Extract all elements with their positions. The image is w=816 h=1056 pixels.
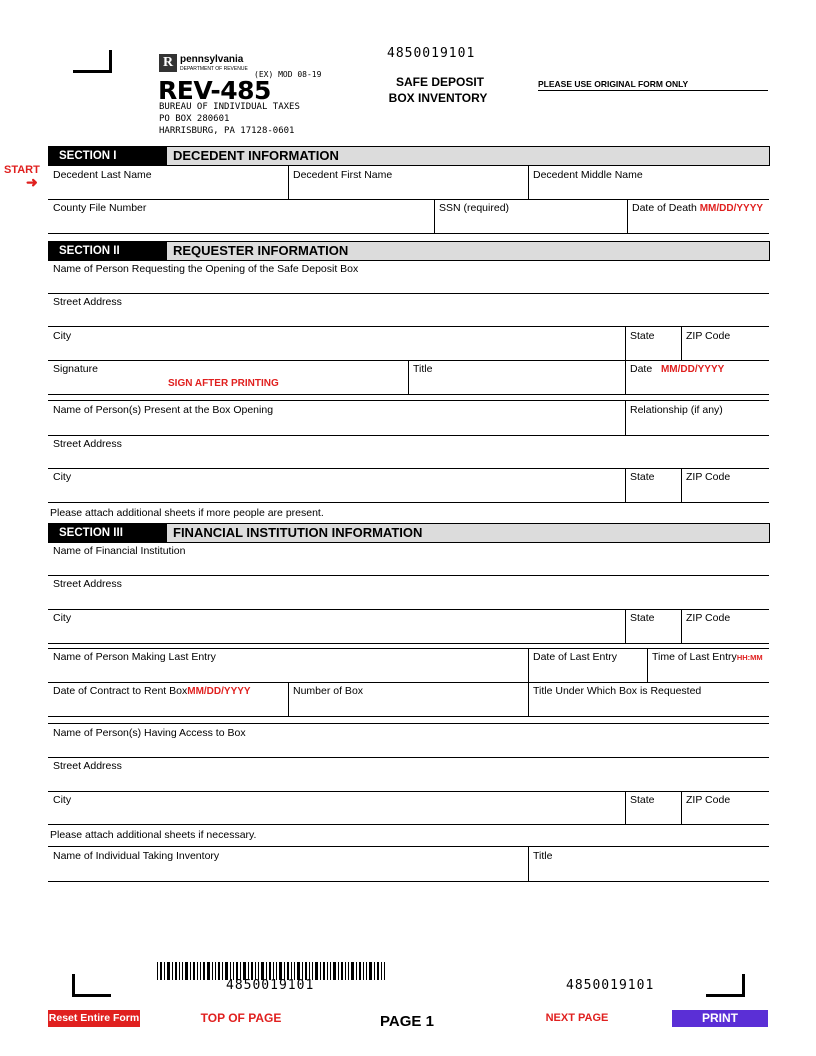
form-title-line1: SAFE DEPOSIT [395, 75, 484, 89]
agency-sub: DEPARTMENT OF REVENUE [180, 66, 248, 72]
institution-state-field[interactable]: State [630, 612, 655, 624]
requester-state-field[interactable]: State [630, 330, 655, 342]
form-mod: (EX) MOD 08-19 [254, 70, 322, 79]
contract-date-field[interactable]: Date of Contract to Rent BoxMM/DD/YYYY [53, 685, 251, 697]
section-2-title: REQUESTER INFORMATION [173, 243, 349, 258]
print-button[interactable]: PRINT [672, 1010, 768, 1027]
pa-logo-icon: R [159, 54, 177, 72]
ssn-field[interactable]: SSN (required) [439, 202, 510, 214]
last-entry-name-field[interactable]: Name of Person Making Last Entry [53, 651, 216, 663]
attach-note-people: Please attach additional sheets if more people are present. [50, 507, 324, 519]
signature-field[interactable]: Signature [53, 363, 98, 375]
section-1-title: DECEDENT INFORMATION [173, 148, 339, 163]
form-title-line2: BOX INVENTORY [388, 91, 488, 105]
present-state-field[interactable]: State [630, 471, 655, 483]
contract-date-hint: MM/DD/YYYY [187, 686, 251, 697]
attach-note-necessary: Please attach additional sheets if necessary. [50, 829, 257, 841]
form-code-bottom: 4850019101 [566, 978, 655, 993]
inventory-title-field[interactable]: Title [533, 850, 553, 862]
start-arrow-icon: ➜ [26, 174, 38, 190]
sign-hint: SIGN AFTER PRINTING [168, 378, 279, 389]
requester-street-field[interactable]: Street Address [53, 296, 122, 308]
top-of-page-button[interactable]: TOP OF PAGE [200, 1011, 282, 1025]
requester-date-hint: MM/DD/YYYY [660, 364, 725, 375]
crop-mark-bottom-right [706, 974, 745, 997]
decedent-middle-name-field[interactable]: Decedent Middle Name [533, 169, 643, 181]
present-street-field[interactable]: Street Address [53, 438, 122, 450]
decedent-first-name-field[interactable]: Decedent First Name [293, 169, 393, 181]
present-name-field[interactable]: Name of Person(s) Present at the Box Opening [53, 404, 274, 416]
date-of-death-field[interactable]: Date of Death MM/DD/YYYY [632, 202, 764, 214]
last-entry-time-field[interactable]: Time of Last EntryHH:MM [652, 651, 763, 663]
page-number: PAGE 1 [380, 1013, 434, 1030]
original-form-notice: PLEASE USE ORIGINAL FORM ONLY [538, 79, 689, 89]
form-code-top: 4850019101 [387, 46, 476, 61]
start-label: START [4, 164, 40, 176]
section-3-header [48, 523, 770, 543]
agency-name: pennsylvania [180, 54, 244, 65]
access-state-field[interactable]: State [630, 794, 655, 806]
requester-city-field[interactable]: City [53, 330, 72, 342]
decedent-last-name-field[interactable]: Decedent Last Name [53, 169, 152, 181]
section-3-tag: SECTION III [49, 524, 167, 542]
institution-name-field[interactable]: Name of Financial Institution [53, 545, 186, 557]
present-zip-field[interactable]: ZIP Code [686, 471, 731, 483]
section-1-header [48, 146, 770, 166]
section-3-title: FINANCIAL INSTITUTION INFORMATION [173, 525, 423, 540]
crop-mark-top-left [73, 50, 112, 73]
relationship-field[interactable]: Relationship (if any) [630, 404, 723, 416]
requester-name-field[interactable]: Name of Person Requesting the Opening of the Safe Deposit Box [53, 263, 359, 275]
last-entry-date-field[interactable]: Date of Last Entry [533, 651, 618, 663]
access-city-field[interactable]: City [53, 794, 72, 806]
county-file-number-field[interactable]: County File Number [53, 202, 147, 214]
box-number-field[interactable]: Number of Box [293, 685, 364, 697]
bureau: BUREAU OF INDIVIDUAL TAXES [159, 102, 300, 112]
requester-date-field[interactable]: Date MM/DD/YYYY [630, 363, 725, 375]
section-1-tag: SECTION I [49, 147, 167, 165]
next-page-button[interactable]: NEXT PAGE [545, 1012, 609, 1024]
requester-zip-field[interactable]: ZIP Code [686, 330, 731, 342]
access-name-field[interactable]: Name of Person(s) Having Access to Box [53, 727, 246, 739]
institution-city-field[interactable]: City [53, 612, 72, 624]
date-of-death-hint: MM/DD/YYYY [699, 203, 764, 214]
barcode-text: 4850019101 [226, 978, 315, 993]
notice-underline [538, 90, 768, 91]
crop-mark-bottom-left [72, 974, 111, 997]
box-title-field[interactable]: Title Under Which Box is Requested [533, 685, 702, 697]
time-hint: HH:MM [736, 653, 763, 662]
access-street-field[interactable]: Street Address [53, 760, 122, 772]
city-address: HARRISBURG, PA 17128-0601 [159, 126, 295, 136]
inventory-name-field[interactable]: Name of Individual Taking Inventory [53, 850, 220, 862]
reset-form-button[interactable]: Reset Entire Form [48, 1010, 140, 1027]
present-city-field[interactable]: City [53, 471, 72, 483]
institution-zip-field[interactable]: ZIP Code [686, 612, 731, 624]
section-2-tag: SECTION II [49, 242, 167, 260]
institution-street-field[interactable]: Street Address [53, 578, 122, 590]
requester-title-field[interactable]: Title [413, 363, 433, 375]
po-box: PO BOX 280601 [159, 114, 230, 124]
form-number: REV-485 [158, 76, 271, 105]
access-zip-field[interactable]: ZIP Code [686, 794, 731, 806]
section-2-header [48, 241, 770, 261]
